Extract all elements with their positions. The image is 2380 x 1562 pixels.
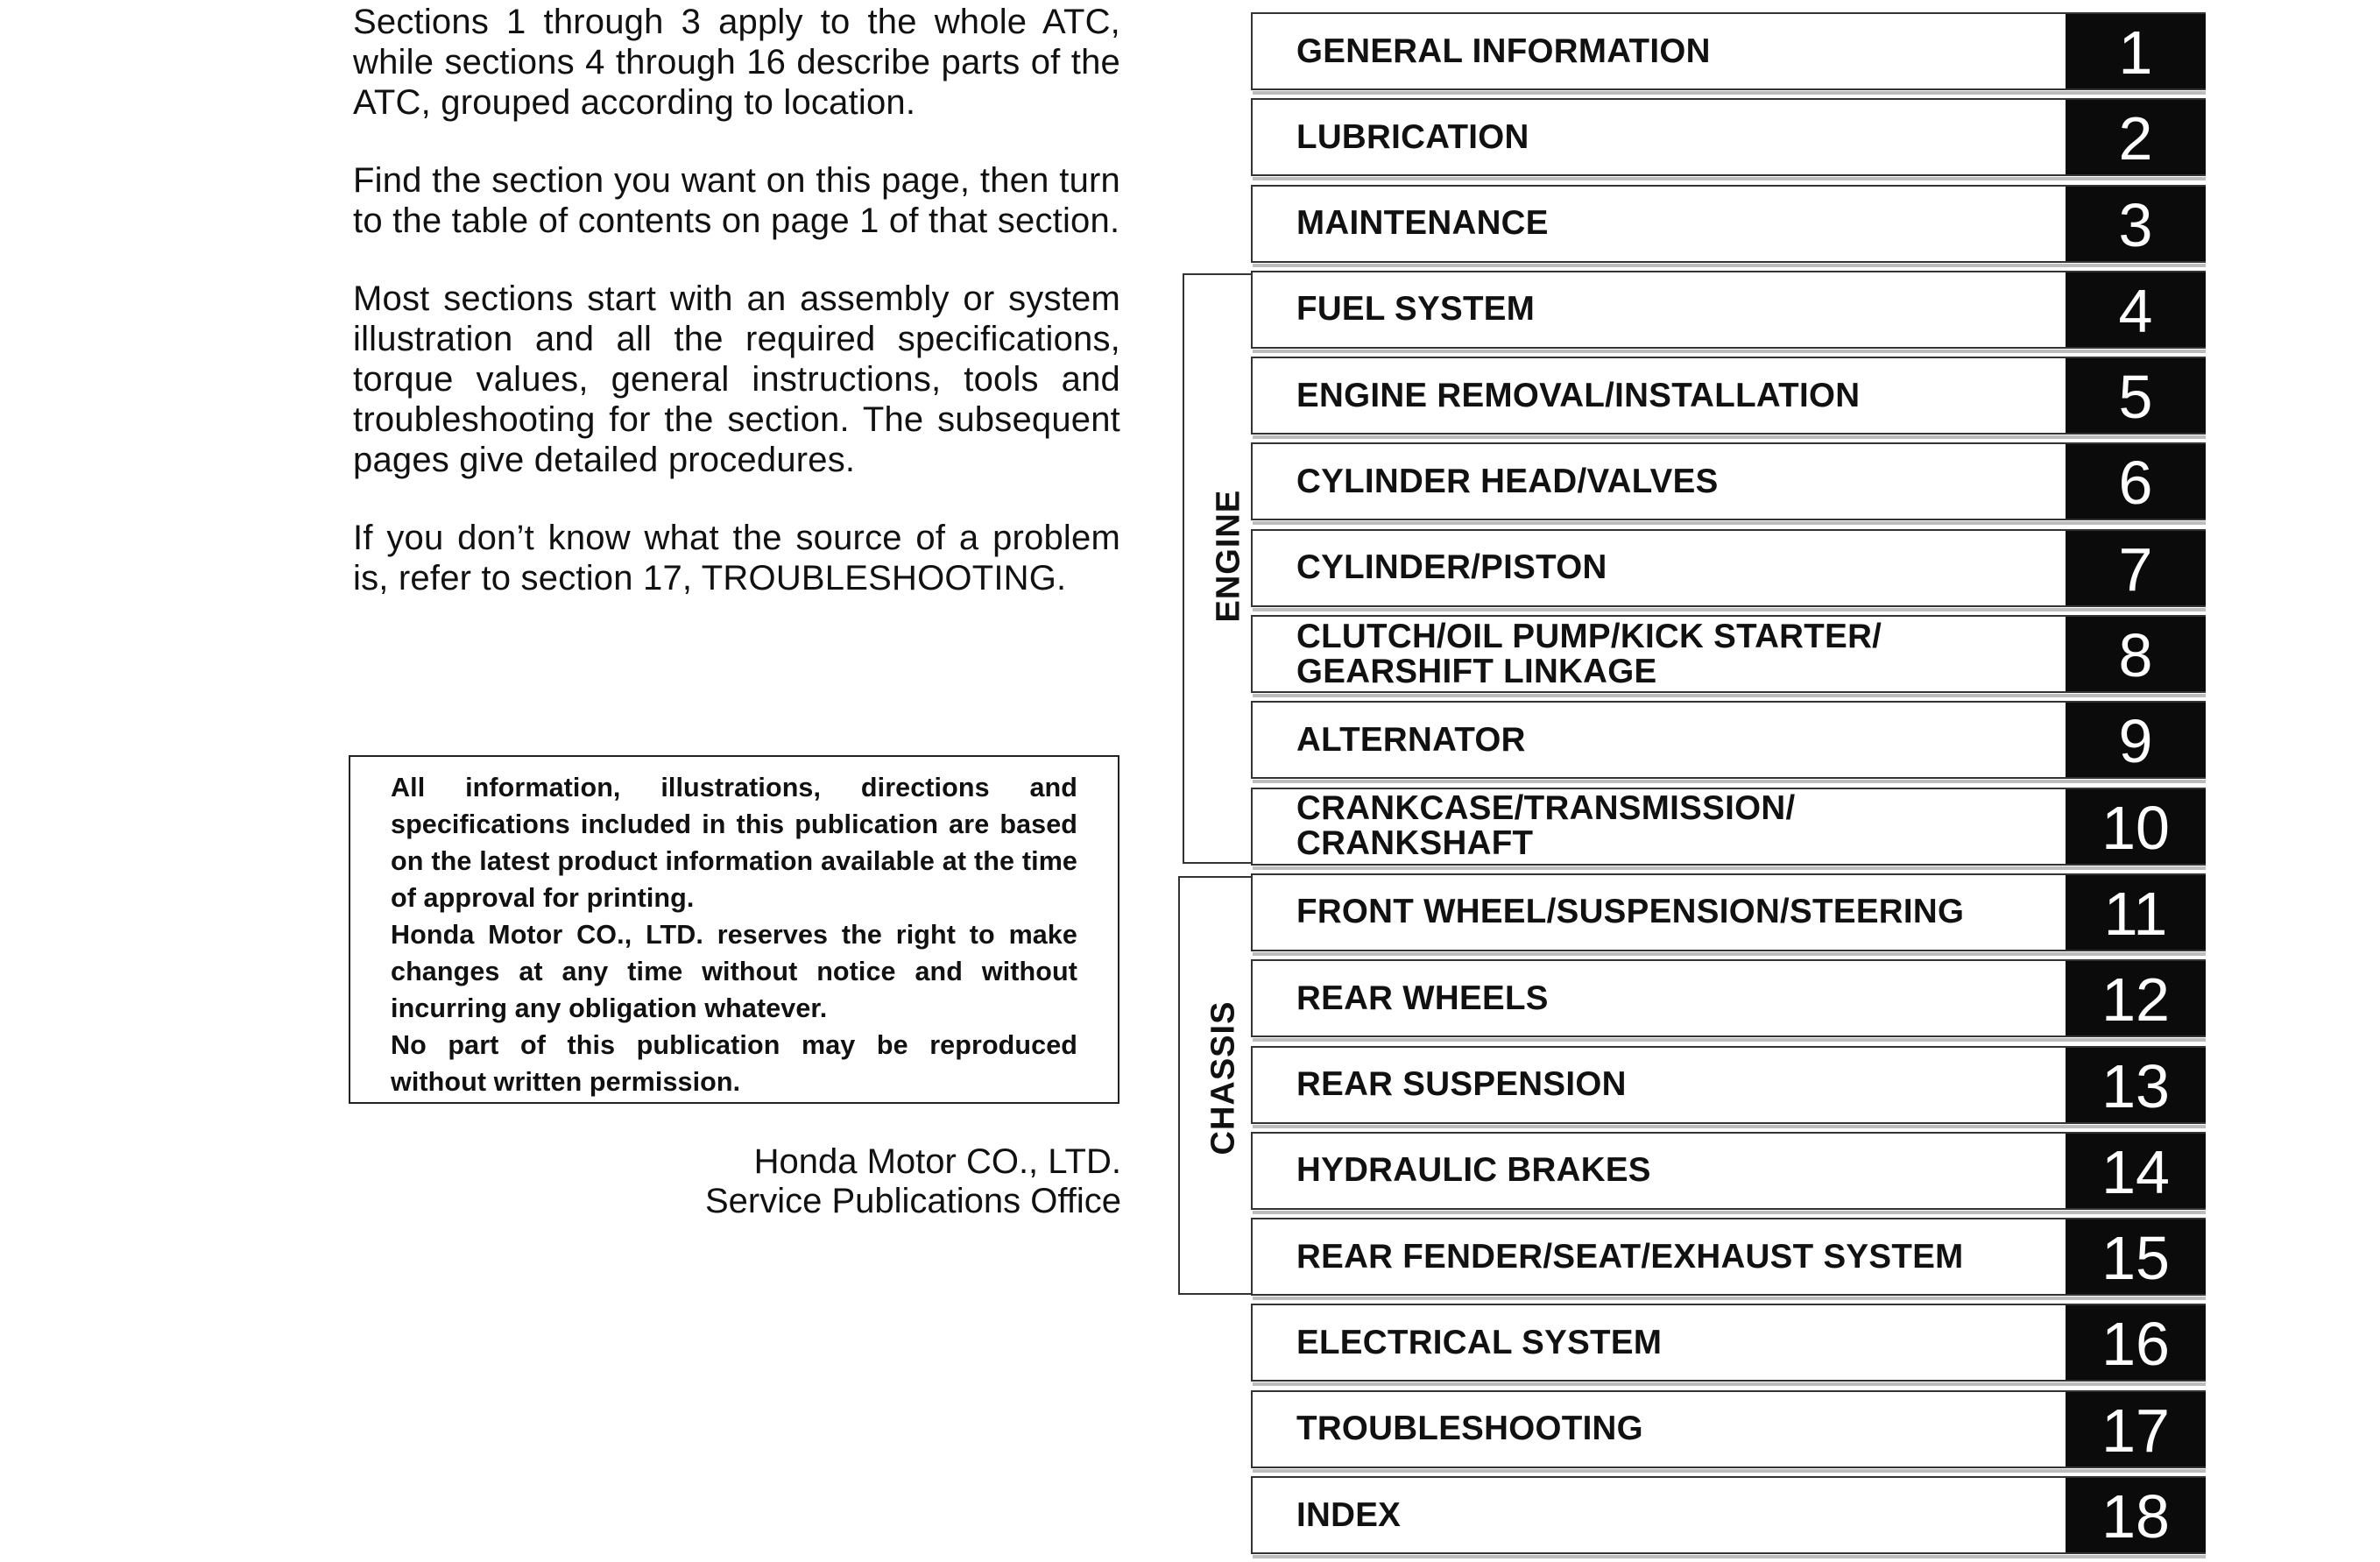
publisher-signature — [561, 1142, 1121, 1221]
section-tab-rear-suspension[interactable] — [1251, 1046, 2206, 1124]
section-label: FRONT WHEEL/SUSPENSION/STEERING — [1296, 893, 1965, 931]
section-number: 18 — [2066, 1478, 2206, 1552]
section-number: 12 — [2066, 961, 2206, 1035]
section-number: 4 — [2066, 272, 2206, 347]
section-tab-cylinder-head[interactable] — [1251, 442, 2206, 520]
chassis-group-label: CHASSIS — [1204, 1000, 1242, 1156]
section-label: FUEL SYSTEM — [1296, 290, 1536, 329]
section-label: LUBRICATION — [1296, 117, 1529, 156]
section-number: 1 — [2066, 14, 2206, 88]
section-label: CYLINDER/PISTON — [1296, 548, 1607, 587]
notice-line: Honda Motor CO., LTD. reserves the right to make changes at any time without notice and without incurring any obligation whatever. — [391, 920, 1077, 1023]
section-number: 2 — [2066, 100, 2206, 174]
section-tab-rear-fender[interactable] — [1251, 1218, 2206, 1296]
section-number: 11 — [2066, 875, 2206, 950]
section-label: CRANKCASE/TRANSMISSION/ CRANKSHAFT — [1296, 789, 1796, 863]
notice-line: No part of this publication may be reproduced without written permission. — [391, 1030, 1077, 1097]
section-number: 3 — [2066, 187, 2206, 261]
section-label: MAINTENANCE — [1296, 204, 1549, 243]
section-tab-electrical-system[interactable] — [1251, 1304, 2206, 1382]
intro-paragraph: If you don’t know what the source of a problem is, refer to section 17, TROUBLESHOOTING. — [353, 519, 1120, 597]
section-tab-general-information[interactable] — [1251, 12, 2206, 90]
section-label: HYDRAULIC BRAKES — [1296, 1151, 1651, 1190]
notice-line: All information, illustrations, directions and specifications included in this publication are based on the latest product information available at the time of approval for printing. — [391, 773, 1077, 913]
section-number: 9 — [2066, 703, 2206, 777]
section-label: REAR FENDER/SEAT/EXHAUST SYSTEM — [1296, 1237, 1964, 1276]
section-label: GENERAL INFORMATION — [1296, 32, 1711, 70]
copyright-notice-box — [349, 755, 1119, 1104]
intro-text — [353, 0, 1120, 636]
section-label: CLUTCH/OIL PUMP/KICK STARTER/ GEARSHIFT LINKAGE — [1296, 617, 1882, 690]
publisher-company: Honda Motor CO., LTD. — [753, 1142, 1121, 1181]
intro-paragraph: Most sections start with an assembly or system illustration and all the required specifications, torque values, general instructions, tools and troubleshooting for the section. The subsequent pages give detailed procedures. — [353, 279, 1120, 479]
section-number: 16 — [2066, 1305, 2206, 1380]
section-index — [1251, 12, 2206, 1562]
section-tab-cylinder-piston[interactable] — [1251, 529, 2206, 607]
section-tab-front-wheel[interactable] — [1251, 873, 2206, 951]
section-label: TROUBLESHOOTING — [1296, 1410, 1643, 1448]
section-number: 17 — [2066, 1392, 2206, 1467]
section-tab-engine-removal[interactable] — [1251, 357, 2206, 435]
section-number: 15 — [2066, 1219, 2206, 1294]
section-label: REAR WHEELS — [1296, 979, 1549, 1017]
section-label: ELECTRICAL SYSTEM — [1296, 1323, 1663, 1361]
section-tab-rear-wheels[interactable] — [1251, 959, 2206, 1037]
section-tab-crankcase[interactable] — [1251, 788, 2206, 866]
section-number: 7 — [2066, 531, 2206, 605]
intro-paragraph: Sections 1 through 3 apply to the whole ATC, while sections 4 through 16 describe parts of the ATC, grouped according to location. — [353, 3, 1120, 122]
section-number: 6 — [2066, 444, 2206, 519]
section-tab-maintenance[interactable] — [1251, 185, 2206, 263]
section-tab-clutch[interactable] — [1251, 615, 2206, 693]
section-tab-index[interactable] — [1251, 1476, 2206, 1554]
section-tab-alternator[interactable] — [1251, 701, 2206, 779]
section-tab-hydraulic-brakes[interactable] — [1251, 1132, 2206, 1210]
section-number: 14 — [2066, 1134, 2206, 1208]
engine-group-label: ENGINE — [1210, 489, 1247, 623]
section-tab-troubleshooting[interactable] — [1251, 1390, 2206, 1468]
section-label: REAR SUSPENSION — [1296, 1065, 1627, 1104]
section-label: INDEX — [1296, 1495, 1402, 1534]
publisher-office: Service Publications Office — [704, 1182, 1121, 1220]
section-tab-fuel-system[interactable] — [1251, 271, 2206, 349]
section-label: ENGINE REMOVAL/INSTALLATION — [1296, 376, 1861, 414]
section-label: ALTERNATOR — [1296, 720, 1526, 759]
section-label: CYLINDER HEAD/VALVES — [1296, 462, 1719, 500]
section-number: 5 — [2066, 358, 2206, 433]
section-number: 8 — [2066, 617, 2206, 691]
section-tab-lubrication[interactable] — [1251, 98, 2206, 176]
intro-paragraph: Find the section you want on this page, then turn to the table of contents on page 1 of that section. — [353, 161, 1120, 240]
section-number: 13 — [2066, 1048, 2206, 1122]
section-number: 10 — [2066, 789, 2206, 864]
